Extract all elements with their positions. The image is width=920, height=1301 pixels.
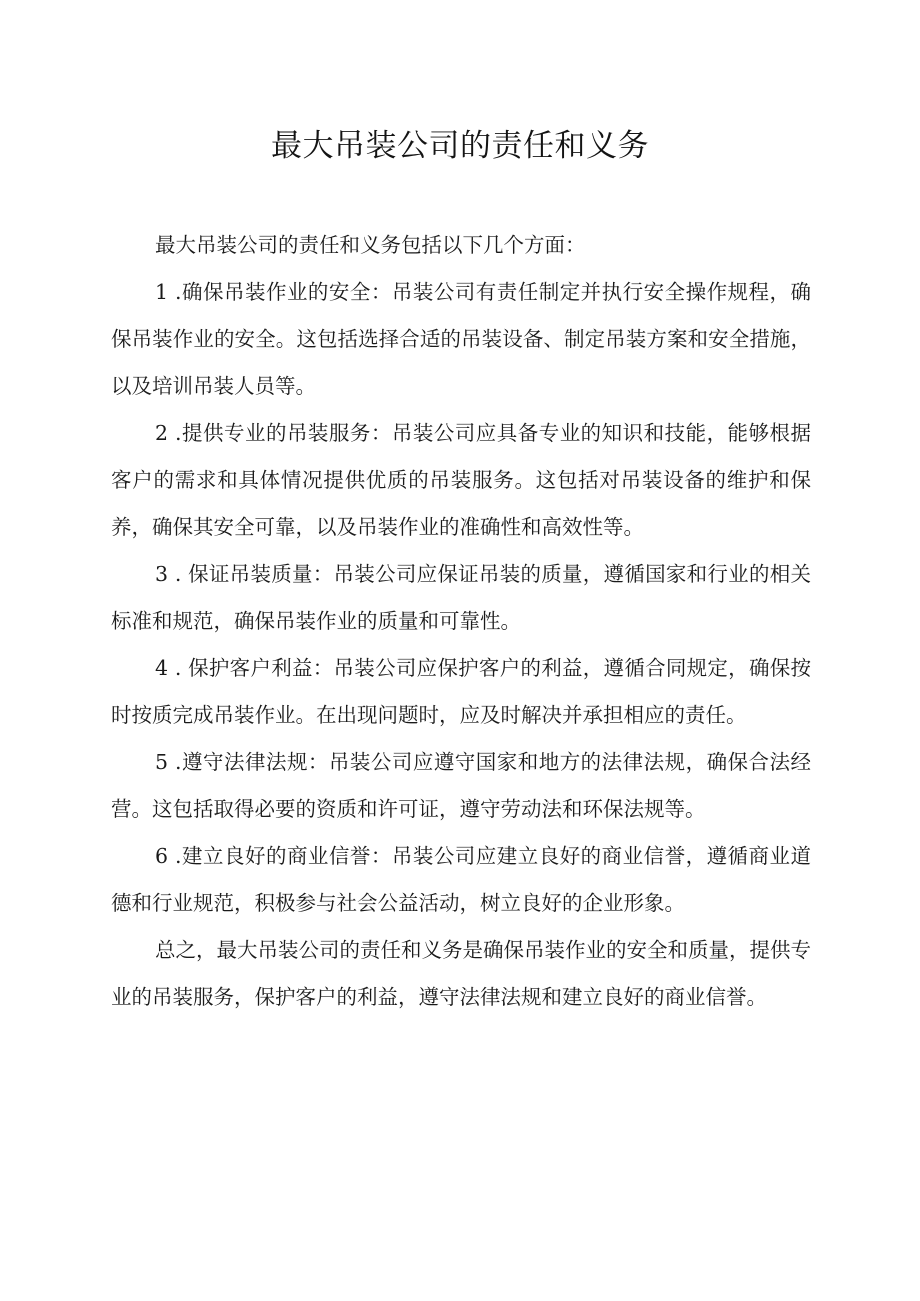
list-item: 3 . 保证吊装质量：吊装公司应保证吊装的质量，遵循国家和行业的相关标准和规范，确保吊装作业的质量和可靠性。 (111, 562, 811, 633)
list-item: 6 .建立良好的商业信誉：吊装公司应建立良好的商业信誉，遵循商业道德和行业规范，积极参与社会公益活动，树立良好的企业形象。 (111, 844, 811, 915)
document-title: 最大吊装公司的责任和义务 (271, 128, 649, 164)
intro-paragraph: 最大吊装公司的责任和义务包括以下几个方面： (155, 233, 586, 257)
list-item: 4 . 保护客户利益：吊装公司应保护客户的利益，遵循合同规定，确保按时按质完成吊装作业。在出现问题时，应及时解决并承担相应的责任。 (111, 656, 811, 727)
list-item: 2 .提供专业的吊装服务：吊装公司应具备专业的知识和技能，能够根据客户的需求和具体情况提供优质的吊装服务。这包括对吊装设备的维护和保养，确保其安全可靠，以及吊装作业的准确性和高效性等。 (111, 421, 811, 539)
document-body (111, 222, 811, 1021)
list-item: 1 .确保吊装作业的安全：吊装公司有责任制定并执行安全操作规程，确保吊装作业的安全。这包括选择合适的吊装设备、制定吊装方案和安全措施，以及培训吊装人员等。 (111, 280, 811, 398)
list-item: 5 .遵守法律法规：吊装公司应遵守国家和地方的法律法规，确保合法经营。这包括取得必要的资质和许可证，遵守劳动法和环保法规等。 (111, 750, 811, 821)
conclusion-paragraph: 总之，最大吊装公司的责任和义务是确保吊装作业的安全和质量，提供专业的吊装服务，保护客户的利益，遵守法律法规和建立良好的商业信誉。 (111, 938, 811, 1009)
